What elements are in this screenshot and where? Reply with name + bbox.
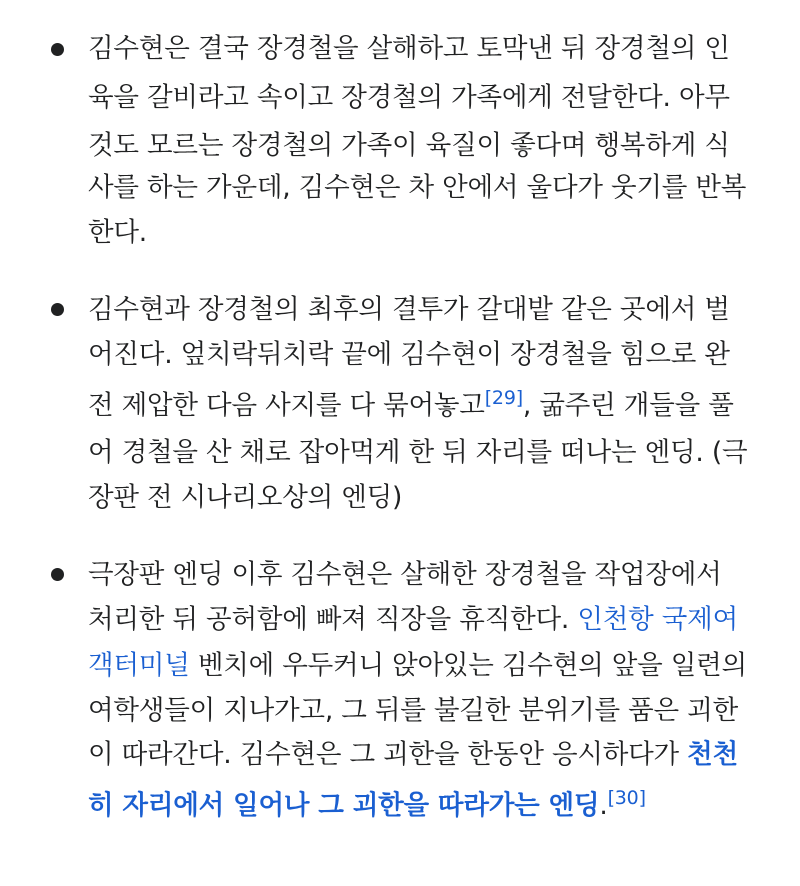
bullet-dot [51, 568, 64, 581]
text-segment: 어 경철을 산 채로 잡아먹게 한 뒤 자리를 떠나는 엔딩. (극 [88, 437, 748, 468]
incheon-terminal-link-cont[interactable]: 객터미널 [88, 650, 190, 681]
text-line [88, 552, 722, 598]
text-segment: 김수현과 장경철의 최후의 결투가 갈대밭 같은 곳에서 벌 [88, 294, 730, 325]
text-line [88, 597, 738, 643]
incheon-terminal-link[interactable]: 인천항 국제여 [577, 604, 738, 635]
text-segment: , 굶주린 개들을 풀 [522, 390, 734, 421]
text-segment: 처리한 뒤 공허함에 빠져 직장을 휴직한다. [88, 604, 578, 635]
text-segment: 여학생들이 지나가고, 그 뒤를 불길한 분위기를 품은 괴한 [88, 695, 738, 726]
text-line [88, 165, 746, 211]
text-line [88, 688, 738, 734]
text-line [88, 26, 730, 72]
text-segment: 이 따라간다. 김수현은 그 괴한을 한동안 응시하다가 [88, 739, 688, 770]
text-segment: . [599, 790, 608, 821]
text-line [88, 123, 730, 169]
footnote-ref-29[interactable]: [29] [484, 387, 523, 409]
text-segment: 한다. [88, 217, 148, 248]
text-segment: 것도 모르는 장경철의 가족이 육질이 좋다며 행복하게 식 [88, 130, 730, 161]
text-line [88, 732, 738, 778]
bullet-dot [51, 303, 64, 316]
text-line [88, 783, 646, 829]
text-line [88, 475, 402, 521]
text-segment: 사를 하는 가운데, 김수현은 차 안에서 울다가 웃기를 반복 [88, 172, 747, 203]
footnote-ref-30[interactable]: [30] [607, 787, 646, 809]
text-segment: 장판 전 시나리오상의 엔딩) [88, 482, 403, 513]
text-segment: 어진다. 엎치락뒤치락 끝에 김수현이 장경철을 힘으로 완 [88, 339, 730, 370]
text-line [88, 287, 730, 333]
text-segment: 벤치에 우두커니 앉아있는 김수현의 앞을 일련의 [189, 650, 747, 681]
text-segment: 육을 갈비라고 속이고 장경철의 가족에게 전달한다. 아무 [88, 82, 730, 113]
text-line [88, 383, 734, 429]
text-segment: 김수현은 결국 장경철을 살해하고 토막낸 뒤 장경철의 인 [88, 33, 730, 64]
text-line [88, 643, 747, 689]
text-line [88, 332, 730, 378]
ending-emphasis-link-cont[interactable]: 히 자리에서 일어나 그 괴한을 따라가는 엔딩 [88, 790, 600, 821]
text-line [88, 210, 147, 256]
text-segment: 극장판 엔딩 이후 김수현은 살해한 장경철을 작업장에서 [88, 559, 722, 590]
text-line [88, 430, 747, 476]
text-line [88, 75, 730, 121]
bullet-dot [51, 43, 64, 56]
ending-emphasis-link[interactable]: 천천 [687, 739, 738, 770]
text-segment: 전 제압한 다음 사지를 다 묶어놓고 [88, 390, 485, 421]
